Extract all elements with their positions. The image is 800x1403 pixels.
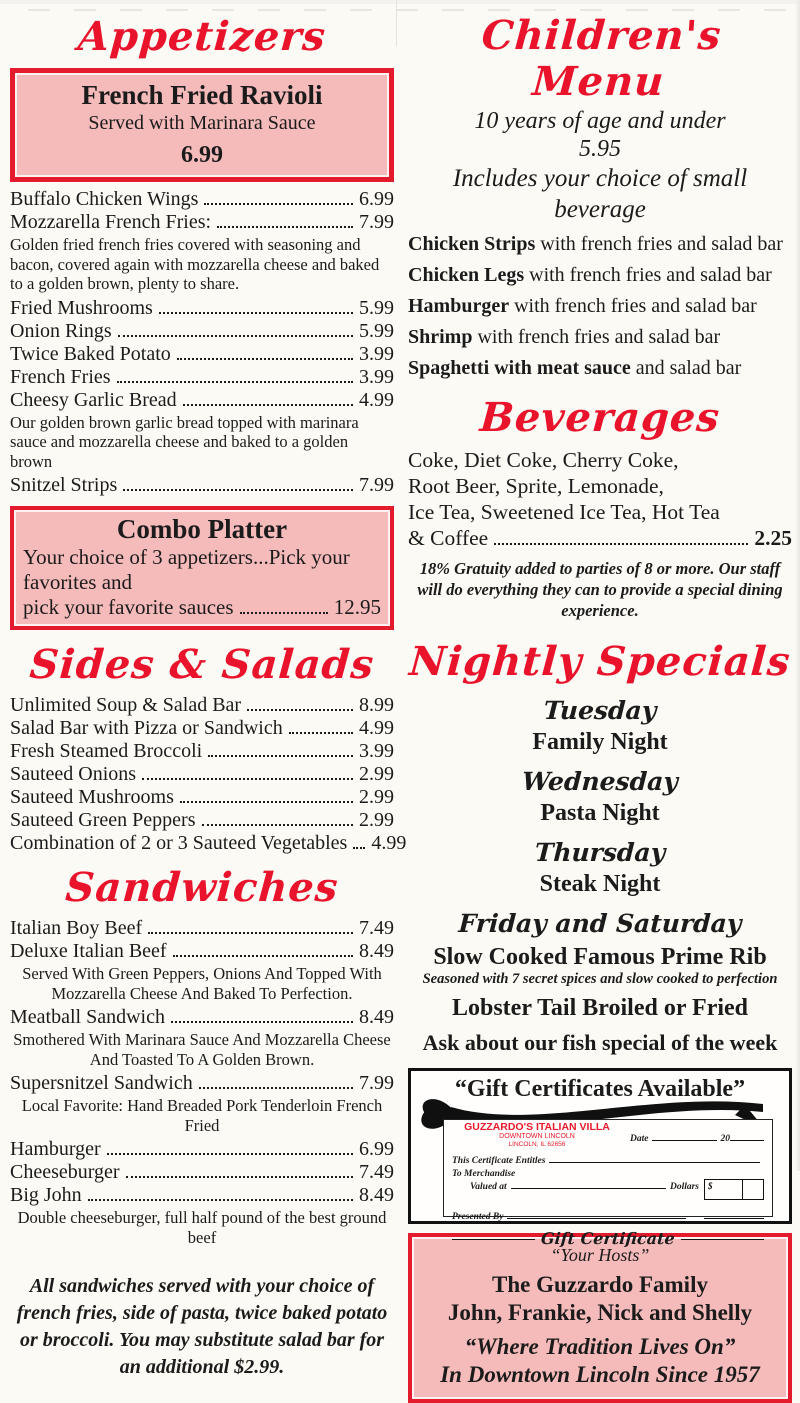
childrens-item-bold: Hamburger — [408, 295, 510, 317]
dot-leader — [202, 824, 354, 826]
nightly-specials-section — [408, 639, 792, 1056]
childrens-item-bold: Shrimp — [408, 326, 473, 348]
menu-item-row — [10, 297, 394, 320]
featured-item-title: French Fried Ravioli — [81, 80, 323, 110]
entitles-label: This Certificate Entitles — [452, 1156, 546, 1166]
childrens-item-rest: with french fries and salad bar — [472, 326, 721, 348]
year-blank-line — [730, 1131, 764, 1141]
menu-item-name: Onion Rings — [10, 319, 112, 342]
menu-item-row — [10, 1138, 394, 1161]
menu-item-desc: Golden fried french fries covered with seasoning and bacon, covered again with mozzarella cheese and baked to a golden brown, plenty to share. — [10, 235, 380, 293]
business-block — [452, 1122, 622, 1149]
childrens-item-rest: with french fries and salad bar — [509, 295, 757, 317]
date-label: Date — [630, 1134, 649, 1144]
menu-item-name: Hamburger — [10, 1138, 101, 1160]
valued-at-label: Valued at — [470, 1182, 507, 1192]
business-name: GUZZARDO'S ITALIAN VILLA — [464, 1121, 610, 1133]
dot-leader — [204, 203, 353, 205]
menu-item-name: Buffalo Chicken Wings — [10, 188, 199, 210]
dot-leader — [126, 1176, 353, 1178]
special-name: Pasta Night — [540, 800, 660, 826]
business-address-2: LINCOLN, IL 62656 — [508, 1141, 566, 1148]
dot-leader — [88, 1199, 353, 1201]
dot-leader — [494, 543, 748, 545]
combo-platter-line1: Your choice of 3 appetizers...Pick your favorites and — [23, 545, 350, 594]
dot-leader — [177, 358, 353, 360]
prime-rib-note: Seasoned with 7 secret spices and slow cooked to perfection — [422, 971, 778, 987]
menu-item-name: Big John — [10, 1184, 82, 1206]
childrens-item — [408, 264, 792, 286]
menu-item-price: 3.99 — [359, 342, 394, 365]
menu-item-name: Fried Mushrooms — [10, 296, 153, 319]
menu-item-row — [10, 474, 394, 497]
menu-item-price: 2.99 — [359, 809, 394, 831]
menu-item-name: Snitzel Strips — [10, 474, 118, 496]
gift-certificate-script-row — [452, 1229, 764, 1248]
special-name: Steak Night — [539, 871, 661, 897]
childrens-item-rest: and salad bar — [630, 357, 742, 379]
special-day: Thursday — [534, 838, 666, 867]
beverages-heading: Beverages — [478, 394, 722, 441]
page-seam — [396, 0, 397, 46]
menu-item-row — [10, 1072, 394, 1095]
childrens-item-list — [408, 233, 792, 379]
gift-certificate-script: Gift Certificate — [540, 1229, 676, 1248]
dot-leader — [199, 1087, 353, 1089]
sandwiches-heading: Sandwiches — [63, 864, 341, 911]
menu-item-row — [10, 389, 394, 412]
hosts-first-names: John, Frankie, Nick and Shelly — [447, 1300, 753, 1325]
menu-item-price: 8.99 — [359, 694, 394, 716]
menu-item-price: 8.49 — [359, 940, 394, 962]
childrens-menu-heading: Children's Menu — [480, 12, 724, 105]
menu-item-price: 2.99 — [359, 763, 394, 785]
menu-item-row — [10, 717, 394, 740]
entitles-blank-line — [549, 1153, 760, 1163]
beverage-line: Ice Tea, Sweetened Ice Tea, Hot Tea — [408, 500, 720, 524]
dot-leader — [171, 1021, 353, 1023]
menu-item-name: Cheeseburger — [10, 1161, 120, 1183]
entitles-row — [452, 1153, 764, 1166]
dollar-amount-box — [704, 1179, 764, 1200]
featured-item-price: 6.99 — [181, 142, 223, 168]
combo-platter-line2 — [23, 595, 381, 620]
sandwich-item-list — [10, 917, 394, 1247]
menu-item-row — [10, 763, 394, 786]
special-day: Tuesday — [542, 696, 658, 725]
your-hosts-label: “Your Hosts” — [550, 1245, 650, 1265]
menu-item-row — [10, 740, 394, 763]
menu-item-row — [10, 1006, 394, 1029]
menu-item-row — [10, 366, 394, 389]
appetizer-item-list — [10, 188, 394, 497]
presented-blank-line-2 — [704, 1209, 764, 1219]
menu-item-price: 6.99 — [359, 1138, 394, 1160]
coffee-price-row — [408, 525, 792, 551]
menu-item-name: Italian Boy Beef — [10, 917, 143, 939]
menu-item-row — [10, 786, 394, 809]
special-day-weekend: Friday and Saturday — [457, 909, 743, 938]
childrens-beverage-note: Includes your choice of small beverage — [452, 165, 748, 223]
menu-item-name: Sauteed Green Peppers — [10, 809, 196, 831]
dot-leader — [107, 1153, 353, 1155]
childrens-item — [408, 326, 792, 348]
dot-leader — [173, 955, 353, 957]
menu-item-name: French Fries — [10, 365, 111, 388]
beverage-price: 2.25 — [754, 526, 792, 550]
menu-item-row — [10, 320, 394, 343]
childrens-item-rest: with french fries and salad bar — [524, 264, 772, 286]
presented-by-row — [452, 1209, 764, 1222]
menu-item-desc: Double cheeseburger, full half pound of the best ground beef — [17, 1208, 387, 1247]
menu-item-row — [10, 832, 407, 855]
beverage-line-list — [408, 447, 792, 525]
menu-item-desc: Smothered With Marinara Sauce And Mozzarella Cheese And Toasted To A Golden Brown. — [13, 1030, 391, 1069]
menu-item-name: Meatball Sandwich — [10, 1006, 165, 1028]
cents-cell — [743, 1180, 763, 1199]
dollars-label: Dollars — [669, 1182, 699, 1192]
year-prefix: 20 — [720, 1134, 730, 1144]
menu-item-name: Supersnitzel Sandwich — [10, 1072, 193, 1094]
menu-item-name: Fresh Steamed Broccoli — [10, 740, 203, 762]
childrens-item — [408, 233, 792, 255]
menu-item-price: 7.49 — [359, 917, 394, 939]
childrens-price: 5.95 — [579, 136, 621, 162]
menu-item-price: 7.49 — [359, 1161, 394, 1183]
menu-item-name: Sauteed Onions — [10, 763, 137, 785]
menu-item-name: Deluxe Italian Beef — [10, 940, 167, 962]
valued-at-row — [452, 1179, 764, 1200]
featured-item-subtitle: Served with Marinara Sauce — [88, 112, 316, 134]
menu-item-price: 8.49 — [359, 1006, 394, 1028]
menu-item-desc: Our golden brown garlic bread topped with marinara sauce and mozzarella cheese and baked to a golden brown — [10, 412, 359, 471]
date-row — [630, 1131, 764, 1144]
dot-leader — [247, 709, 353, 711]
dot-leader — [183, 404, 353, 406]
menu-item-name: Unlimited Soup & Salad Bar — [10, 694, 242, 716]
dot-leader — [353, 847, 365, 849]
nightly-entry-list — [408, 696, 792, 898]
menu-item-price: 6.99 — [359, 188, 394, 210]
beverage-line: Root Beer, Sprite, Lemonade, — [408, 474, 664, 498]
coffee-label: & Coffee — [408, 526, 489, 550]
gift-certificates-header: “Gift Certificates Available” — [454, 1076, 746, 1102]
nightly-specials-heading: Nightly Specials — [407, 638, 793, 685]
menu-item-name: Twice Baked Potato — [10, 342, 171, 365]
menu-item-row — [10, 1184, 394, 1207]
special-day: Wednesday — [521, 767, 679, 796]
dot-leader — [148, 932, 353, 934]
scan-edge-shadow — [795, 0, 800, 1171]
menu-item-price: 7.99 — [359, 474, 394, 496]
menu-item-price: 7.99 — [359, 211, 394, 233]
menu-item-row — [10, 809, 394, 832]
dot-leader — [289, 732, 353, 734]
menu-item-price: 5.99 — [359, 319, 394, 342]
valued-blank-line — [511, 1179, 666, 1189]
dot-leader — [180, 801, 353, 803]
script-right-line — [681, 1238, 764, 1240]
beverage-line: Coke, Diet Coke, Cherry Coke, — [408, 448, 679, 472]
childrens-item-rest: with french fries and salad bar — [535, 233, 783, 255]
menu-item-name: Cheesy Garlic Bread — [10, 388, 177, 411]
menu-item-price: 4.99 — [371, 832, 407, 854]
menu-item-row — [10, 188, 394, 211]
date-blank-line — [652, 1131, 716, 1141]
childrens-item — [408, 295, 792, 317]
gratuity-note: 18% Gratuity added to parties of 8 or more. Our staff will do everything they can to provide a special dining experience. — [417, 559, 783, 620]
menu-item-price: 3.99 — [359, 740, 394, 762]
combo-platter-price: 12.95 — [333, 595, 381, 619]
menu-item-row — [10, 343, 394, 366]
dot-leader — [208, 755, 353, 757]
combo-platter-title: Combo Platter — [116, 514, 288, 544]
dot-leader — [118, 335, 353, 337]
presented-by-label: Presented By — [452, 1212, 504, 1222]
dollar-sign-cell: $ — [705, 1180, 743, 1199]
gift-certificate-box — [408, 1068, 792, 1248]
menu-item-name: Sauteed Mushrooms — [10, 786, 174, 808]
menu-item-row — [10, 694, 394, 717]
weekend-special-1: Slow Cooked Famous Prime Rib — [433, 944, 767, 970]
dot-leader — [117, 381, 353, 383]
hosts-motto: “Where Tradition Lives On” — [464, 1334, 736, 1359]
left-column — [10, 0, 407, 1381]
menu-item-price: 4.99 — [359, 388, 394, 411]
menu-item-price: 3.99 — [359, 365, 394, 388]
menu-item-name: Combination of 2 or 3 Sauteed Vegetables — [10, 832, 348, 854]
certificate-form — [443, 1119, 773, 1248]
menu-item-row — [10, 940, 394, 963]
script-left-line — [452, 1238, 535, 1240]
sandwich-footnote: All sandwiches served with your choice of french fries, side of pasta, twice baked potato or broccoli. You may substitute salad bar for an additional $2.99. — [16, 1275, 388, 1378]
dot-leader — [240, 612, 328, 614]
menu-item-row — [10, 917, 394, 940]
childrens-item — [408, 357, 792, 379]
dot-leader — [123, 489, 353, 491]
menu-item-price: 2.99 — [359, 786, 394, 808]
childrens-item-bold: Spaghetti with meat sauce — [408, 357, 631, 379]
sides-item-list — [10, 694, 407, 855]
menu-item-price: 5.99 — [359, 296, 394, 319]
childrens-age-note: 10 years of age and under — [474, 108, 726, 134]
menu-item-name: Mozzarella French Fries: — [10, 211, 212, 233]
dot-leader — [159, 312, 353, 314]
hosts-family-name: The Guzzardo Family — [492, 1272, 708, 1297]
menu-item-desc: Served With Green Peppers, Onions And Topped With Mozzarella Cheese And Baked To Perfection. — [22, 964, 382, 1003]
combo-platter-text: pick your favorite sauces — [23, 595, 234, 619]
menu-item-name: Salad Bar with Pizza or Sandwich — [10, 717, 283, 739]
presented-blank-line — [507, 1209, 686, 1219]
menu-item-desc: Local Favorite: Hand Breaded Pork Tenderloin French Fried — [21, 1096, 383, 1135]
menu-item-price: 4.99 — [359, 717, 394, 739]
to-merchandise-label: To Merchandise — [452, 1169, 516, 1179]
dot-leader — [142, 778, 353, 780]
menu-item-price: 7.99 — [359, 1072, 394, 1094]
your-hosts-box — [408, 1233, 792, 1403]
childrens-item-bold: Chicken Strips — [408, 233, 536, 255]
french-fried-ravioli-box — [10, 68, 394, 182]
appetizers-heading: Appetizers — [76, 13, 328, 60]
special-name: Family Night — [532, 729, 668, 755]
menu-item-row — [10, 1161, 394, 1184]
menu-item-price: 8.49 — [359, 1184, 394, 1206]
combo-platter-box — [10, 506, 394, 630]
business-address-1: DOWNTOWN LINCOLN — [499, 1133, 575, 1140]
hosts-since: In Downtown Lincoln Since 1957 — [440, 1362, 760, 1387]
fish-special-note: Ask about our fish special of the week — [422, 1030, 778, 1055]
sides-salads-heading: Sides & Salads — [28, 641, 376, 688]
dot-leader — [217, 226, 353, 228]
right-column — [408, 0, 792, 1403]
menu-item-row — [10, 211, 394, 234]
childrens-item-bold: Chicken Legs — [408, 264, 525, 286]
weekend-special-2: Lobster Tail Broiled or Fried — [451, 995, 749, 1021]
certificate-header-row — [452, 1122, 764, 1149]
